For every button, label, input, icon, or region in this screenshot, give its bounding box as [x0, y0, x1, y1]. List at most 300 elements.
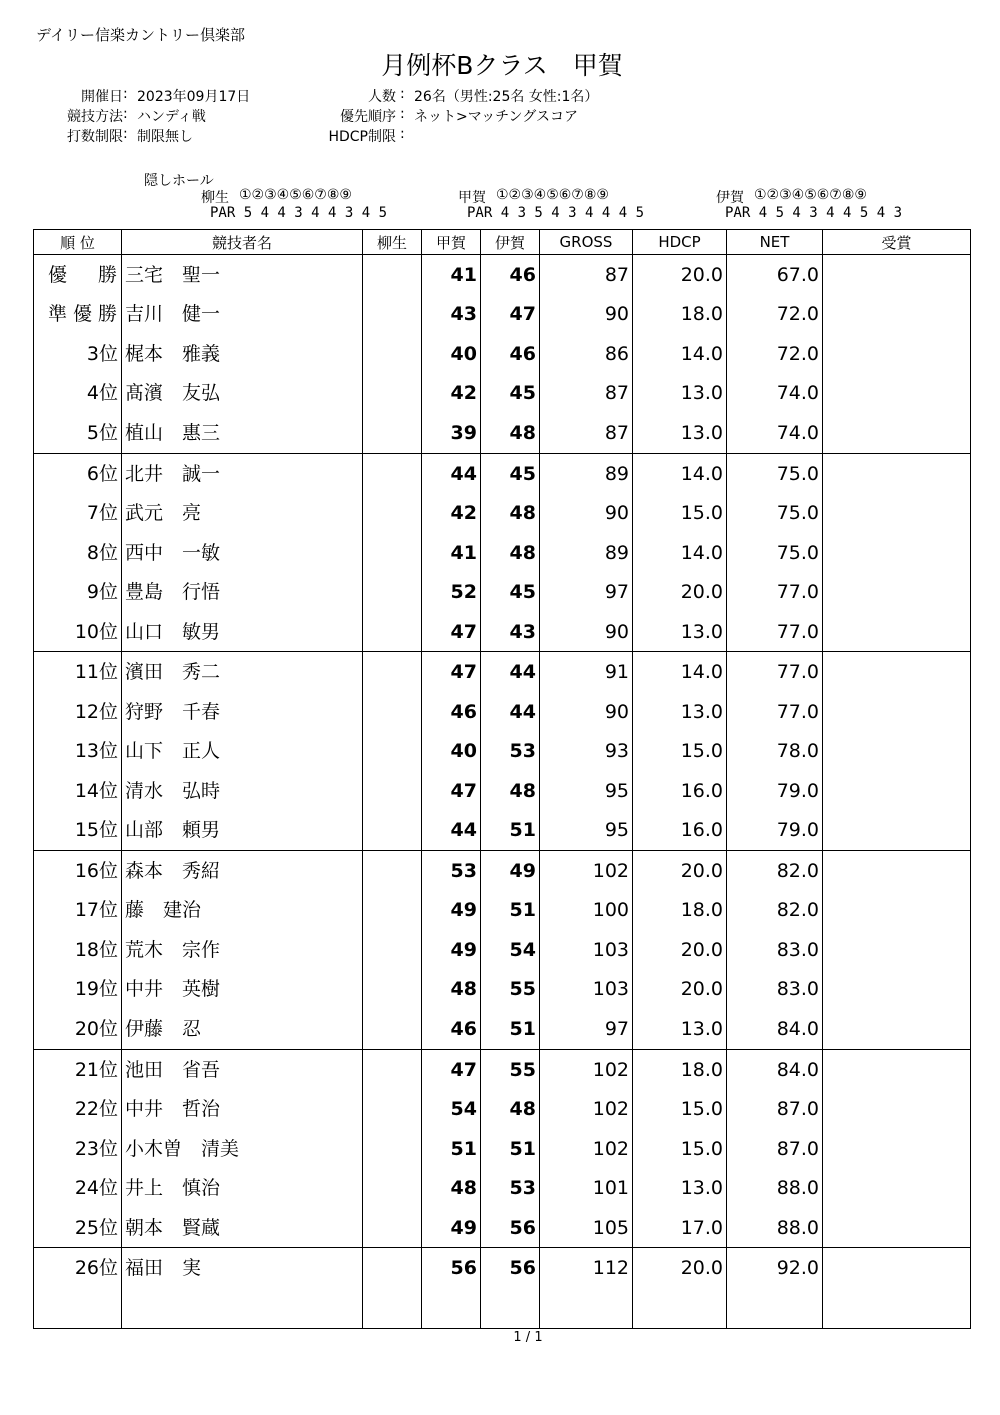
- cell-gross: 90: [540, 612, 633, 652]
- cell-iga: 48: [481, 493, 540, 532]
- cell-net: 72.0: [727, 295, 823, 334]
- cell-net: 77.0: [727, 572, 823, 611]
- cell-net: 75.0: [727, 453, 823, 493]
- cell-name: 伊藤 忍: [122, 1009, 363, 1049]
- cell-iga: 51: [481, 810, 540, 850]
- table-row: [34, 652, 971, 692]
- cell-gross: 93: [540, 732, 633, 771]
- cell-iga: 45: [481, 453, 540, 493]
- cell-koka: 48: [422, 1168, 481, 1207]
- table-row: [34, 374, 971, 413]
- cell-gross: 103: [540, 970, 633, 1009]
- cell-hdcp: 20.0: [633, 851, 727, 891]
- cell-award: [823, 891, 971, 930]
- table-row: [34, 334, 971, 373]
- table-row: [34, 453, 971, 493]
- table-row: [34, 930, 971, 969]
- course-koka-name: 甲賀: [458, 190, 486, 206]
- date-value: 2023年09月17日: [137, 89, 251, 105]
- cell-iga: 51: [481, 891, 540, 930]
- cell-hdcp: 20.0: [633, 970, 727, 1009]
- cell-award: [823, 612, 971, 652]
- cell-yagyu: [363, 1129, 422, 1168]
- colon: :: [400, 86, 405, 102]
- cell-hdcp: 18.0: [633, 295, 727, 334]
- cell-gross: 87: [540, 374, 633, 413]
- course-koka-par: PAR 4 3 5 4 3 4 4 4 5: [467, 205, 645, 221]
- cell-yagyu: [363, 1049, 422, 1089]
- header-koka: 甲賀: [422, 230, 481, 255]
- course-iga-holes: ①②③④⑤⑥⑦⑧⑨: [754, 187, 867, 203]
- cell-rank: 18位: [34, 930, 122, 969]
- cell-net: 79.0: [727, 771, 823, 810]
- cell-net: 88.0: [727, 1168, 823, 1207]
- priority-label: 優先順序: [340, 109, 396, 125]
- table-row: [34, 1129, 971, 1168]
- cell-iga: 44: [481, 692, 540, 731]
- cell-rank: 6位: [34, 453, 122, 493]
- cell-name: 清水 弘時: [122, 771, 363, 810]
- header-iga: 伊賀: [481, 230, 540, 255]
- cell-yagyu: [363, 493, 422, 532]
- cell-gross: 95: [540, 810, 633, 850]
- table-row: [34, 1168, 971, 1207]
- cell-hdcp: 20.0: [633, 930, 727, 969]
- colon: :: [400, 126, 405, 142]
- cell-rank: 15位: [34, 810, 122, 850]
- cell-yagyu: [363, 1168, 422, 1207]
- header-award: 受賞: [823, 230, 971, 255]
- empty-cell: [481, 1288, 540, 1328]
- cell-iga: 48: [481, 533, 540, 572]
- cell-award: [823, 1009, 971, 1049]
- cell-koka: 47: [422, 612, 481, 652]
- cell-gross: 102: [540, 851, 633, 891]
- table-row: [34, 533, 971, 572]
- table-row: [34, 732, 971, 771]
- cell-hdcp: 20.0: [633, 255, 727, 295]
- cell-gross: 101: [540, 1168, 633, 1207]
- cell-name: 山口 敏男: [122, 612, 363, 652]
- count-value: 26名（男性:25名 女性:1名）: [414, 89, 599, 105]
- cell-hdcp: 15.0: [633, 1089, 727, 1128]
- cell-name: 山下 正人: [122, 732, 363, 771]
- club-name: デイリー信楽カントリー倶楽部: [36, 26, 245, 44]
- cell-koka: 43: [422, 295, 481, 334]
- cell-net: 87.0: [727, 1129, 823, 1168]
- cell-award: [823, 851, 971, 891]
- cell-yagyu: [363, 533, 422, 572]
- cell-koka: 41: [422, 533, 481, 572]
- colon: :: [123, 106, 128, 122]
- cell-hdcp: 20.0: [633, 572, 727, 611]
- cell-rank: 20位: [34, 1009, 122, 1049]
- cell-iga: 53: [481, 1168, 540, 1207]
- method-value: ハンディ戦: [137, 109, 206, 125]
- cell-iga: 51: [481, 1009, 540, 1049]
- header-gross: GROSS: [540, 230, 633, 255]
- hidden-holes-title: 隠しホール: [144, 173, 214, 189]
- cell-yagyu: [363, 612, 422, 652]
- cell-award: [823, 374, 971, 413]
- cell-name: 武元 亮: [122, 493, 363, 532]
- cell-name: 福田 実: [122, 1248, 363, 1288]
- cell-hdcp: 15.0: [633, 1129, 727, 1168]
- cell-net: 87.0: [727, 1089, 823, 1128]
- cell-gross: 97: [540, 572, 633, 611]
- cell-net: 88.0: [727, 1208, 823, 1248]
- cell-koka: 41: [422, 255, 481, 295]
- cell-iga: 49: [481, 851, 540, 891]
- course-yagyu-holes: ①②③④⑤⑥⑦⑧⑨: [239, 187, 352, 203]
- cell-net: 84.0: [727, 1009, 823, 1049]
- cell-award: [823, 295, 971, 334]
- cell-iga: 48: [481, 771, 540, 810]
- cell-rank: 10位: [34, 612, 122, 652]
- cell-name: 濱田 秀二: [122, 652, 363, 692]
- table-row: [34, 1208, 971, 1248]
- page-number: 1 / 1: [513, 1330, 543, 1345]
- cell-yagyu: [363, 572, 422, 611]
- cell-yagyu: [363, 413, 422, 453]
- cell-koka: 44: [422, 453, 481, 493]
- cell-name: 豊島 行悟: [122, 572, 363, 611]
- cell-gross: 90: [540, 493, 633, 532]
- cell-award: [823, 533, 971, 572]
- cell-gross: 86: [540, 334, 633, 373]
- cell-award: [823, 572, 971, 611]
- cell-iga: 55: [481, 1049, 540, 1089]
- cell-rank: 11位: [34, 652, 122, 692]
- cell-yagyu: [363, 255, 422, 295]
- cell-iga: 56: [481, 1208, 540, 1248]
- course-yagyu-name: 柳生: [201, 190, 229, 206]
- cell-koka: 40: [422, 732, 481, 771]
- course-yagyu-par: PAR 5 4 4 3 4 4 3 4 5: [210, 205, 388, 221]
- table-row: [34, 1248, 971, 1288]
- cell-iga: 47: [481, 295, 540, 334]
- cell-yagyu: [363, 732, 422, 771]
- cell-award: [823, 1089, 971, 1128]
- cell-rank: 13位: [34, 732, 122, 771]
- cell-rank: 7位: [34, 493, 122, 532]
- cell-rank: 25位: [34, 1208, 122, 1248]
- cell-net: 74.0: [727, 413, 823, 453]
- empty-cell: [34, 1288, 122, 1328]
- cell-yagyu: [363, 295, 422, 334]
- cell-iga: 48: [481, 1089, 540, 1128]
- cell-gross: 89: [540, 533, 633, 572]
- cell-iga: 44: [481, 652, 540, 692]
- cell-koka: 52: [422, 572, 481, 611]
- cell-gross: 102: [540, 1089, 633, 1128]
- cell-iga: 46: [481, 334, 540, 373]
- cell-hdcp: 18.0: [633, 891, 727, 930]
- cell-net: 78.0: [727, 732, 823, 771]
- cell-gross: 105: [540, 1208, 633, 1248]
- cell-name: 髙濱 友弘: [122, 374, 363, 413]
- table-row: [34, 851, 971, 891]
- cell-koka: 47: [422, 771, 481, 810]
- cell-iga: 45: [481, 374, 540, 413]
- cell-iga: 51: [481, 1129, 540, 1168]
- cell-award: [823, 692, 971, 731]
- table-row: [34, 771, 971, 810]
- cell-yagyu: [363, 1248, 422, 1288]
- cell-rank: 4位: [34, 374, 122, 413]
- hdcp-limit-label: HDCP制限: [328, 129, 396, 145]
- cell-name: 井上 慎治: [122, 1168, 363, 1207]
- empty-cell: [823, 1288, 971, 1328]
- cell-rank: 17位: [34, 891, 122, 930]
- cell-yagyu: [363, 692, 422, 731]
- cell-yagyu: [363, 652, 422, 692]
- cell-award: [823, 970, 971, 1009]
- cell-yagyu: [363, 453, 422, 493]
- cell-net: 92.0: [727, 1248, 823, 1288]
- cell-gross: 90: [540, 692, 633, 731]
- priority-value: ネット>マッチングスコア: [414, 109, 579, 125]
- table-row: [34, 970, 971, 1009]
- cell-name: 藤 建治: [122, 891, 363, 930]
- cell-net: 75.0: [727, 533, 823, 572]
- cell-koka: 42: [422, 493, 481, 532]
- cell-gross: 90: [540, 295, 633, 334]
- cell-rank: 23位: [34, 1129, 122, 1168]
- table-row: [34, 891, 971, 930]
- cell-gross: 95: [540, 771, 633, 810]
- cell-rank: 優 勝: [34, 255, 122, 295]
- cell-hdcp: 13.0: [633, 1009, 727, 1049]
- cell-iga: 46: [481, 255, 540, 295]
- cell-name: 池田 省吾: [122, 1049, 363, 1089]
- cell-rank: 21位: [34, 1049, 122, 1089]
- empty-cell: [540, 1288, 633, 1328]
- cell-koka: 47: [422, 652, 481, 692]
- cell-net: 82.0: [727, 851, 823, 891]
- cell-yagyu: [363, 930, 422, 969]
- cell-gross: 112: [540, 1248, 633, 1288]
- cell-net: 67.0: [727, 255, 823, 295]
- cell-name: 小木曽 清美: [122, 1129, 363, 1168]
- colon: :: [123, 86, 128, 102]
- table-row: [34, 493, 971, 532]
- cell-hdcp: 16.0: [633, 810, 727, 850]
- cell-hdcp: 14.0: [633, 334, 727, 373]
- cell-koka: 39: [422, 413, 481, 453]
- limit-label: 打数制限: [67, 129, 123, 145]
- cell-award: [823, 1248, 971, 1288]
- date-label: 開催日: [81, 89, 123, 105]
- cell-name: 植山 惠三: [122, 413, 363, 453]
- cell-hdcp: 17.0: [633, 1208, 727, 1248]
- cell-hdcp: 13.0: [633, 1168, 727, 1207]
- cell-name: 梶本 雅義: [122, 334, 363, 373]
- cell-name: 朝本 賢蔵: [122, 1208, 363, 1248]
- cell-net: 83.0: [727, 930, 823, 969]
- cell-rank: 12位: [34, 692, 122, 731]
- empty-cell: [122, 1288, 363, 1328]
- cell-rank: 14位: [34, 771, 122, 810]
- method-label: 競技方法: [67, 109, 123, 125]
- cell-hdcp: 15.0: [633, 732, 727, 771]
- course-koka-holes: ①②③④⑤⑥⑦⑧⑨: [496, 187, 609, 203]
- table-row: [34, 413, 971, 453]
- table-row: [34, 810, 971, 850]
- course-iga-par: PAR 4 5 4 3 4 4 5 4 3: [725, 205, 903, 221]
- cell-award: [823, 255, 971, 295]
- cell-gross: 91: [540, 652, 633, 692]
- cell-iga: 56: [481, 1248, 540, 1288]
- page-title: 月例杯Bクラス 甲賀: [381, 51, 623, 80]
- cell-net: 75.0: [727, 493, 823, 532]
- cell-gross: 89: [540, 453, 633, 493]
- table-row: [34, 612, 971, 652]
- cell-gross: 103: [540, 930, 633, 969]
- cell-net: 84.0: [727, 1049, 823, 1089]
- cell-rank: 24位: [34, 1168, 122, 1207]
- cell-yagyu: [363, 1089, 422, 1128]
- colon: :: [400, 106, 405, 122]
- cell-iga: 43: [481, 612, 540, 652]
- cell-yagyu: [363, 851, 422, 891]
- cell-gross: 87: [540, 413, 633, 453]
- cell-name: 中井 英樹: [122, 970, 363, 1009]
- cell-name: 吉川 健一: [122, 295, 363, 334]
- cell-koka: 48: [422, 970, 481, 1009]
- header-player-name: 競技者名: [122, 230, 363, 255]
- table-row: [34, 255, 971, 295]
- cell-koka: 47: [422, 1049, 481, 1089]
- header-net: NET: [727, 230, 823, 255]
- cell-hdcp: 16.0: [633, 771, 727, 810]
- cell-name: 森本 秀紹: [122, 851, 363, 891]
- cell-net: 77.0: [727, 612, 823, 652]
- cell-net: 72.0: [727, 334, 823, 373]
- cell-net: 82.0: [727, 891, 823, 930]
- header-hdcp: HDCP: [633, 230, 727, 255]
- cell-award: [823, 493, 971, 532]
- cell-yagyu: [363, 1208, 422, 1248]
- empty-cell: [422, 1288, 481, 1328]
- cell-name: 山部 頼男: [122, 810, 363, 850]
- cell-gross: 97: [540, 1009, 633, 1049]
- course-iga-name: 伊賀: [716, 190, 744, 206]
- cell-koka: 46: [422, 1009, 481, 1049]
- cell-gross: 87: [540, 255, 633, 295]
- cell-award: [823, 930, 971, 969]
- cell-net: 77.0: [727, 692, 823, 731]
- cell-rank: 9位: [34, 572, 122, 611]
- cell-rank: 5位: [34, 413, 122, 453]
- cell-net: 79.0: [727, 810, 823, 850]
- cell-hdcp: 20.0: [633, 1248, 727, 1288]
- cell-yagyu: [363, 810, 422, 850]
- cell-iga: 53: [481, 732, 540, 771]
- cell-koka: 54: [422, 1089, 481, 1128]
- header-yagyu: 柳生: [363, 230, 422, 255]
- cell-rank: 8位: [34, 533, 122, 572]
- cell-award: [823, 453, 971, 493]
- cell-award: [823, 652, 971, 692]
- cell-award: [823, 413, 971, 453]
- cell-yagyu: [363, 1009, 422, 1049]
- cell-award: [823, 334, 971, 373]
- header-rank: 順 位: [34, 230, 122, 255]
- cell-hdcp: 14.0: [633, 652, 727, 692]
- cell-koka: 56: [422, 1248, 481, 1288]
- cell-name: 三宅 聖一: [122, 255, 363, 295]
- cell-name: 荒木 宗作: [122, 930, 363, 969]
- cell-award: [823, 1129, 971, 1168]
- cell-hdcp: 13.0: [633, 413, 727, 453]
- cell-hdcp: 13.0: [633, 374, 727, 413]
- cell-hdcp: 13.0: [633, 612, 727, 652]
- cell-yagyu: [363, 771, 422, 810]
- cell-hdcp: 15.0: [633, 493, 727, 532]
- cell-rank: 19位: [34, 970, 122, 1009]
- empty-cell: [633, 1288, 727, 1328]
- cell-net: 77.0: [727, 652, 823, 692]
- cell-iga: 54: [481, 930, 540, 969]
- empty-cell: [727, 1288, 823, 1328]
- table-filler-row: [34, 1288, 971, 1328]
- limit-value: 制限無し: [137, 129, 193, 145]
- cell-net: 83.0: [727, 970, 823, 1009]
- cell-iga: 45: [481, 572, 540, 611]
- cell-koka: 40: [422, 334, 481, 373]
- cell-award: [823, 1049, 971, 1089]
- cell-koka: 53: [422, 851, 481, 891]
- cell-award: [823, 1208, 971, 1248]
- cell-koka: 49: [422, 930, 481, 969]
- cell-award: [823, 810, 971, 850]
- cell-gross: 102: [540, 1049, 633, 1089]
- colon: :: [123, 126, 128, 142]
- cell-rank: 22位: [34, 1089, 122, 1128]
- cell-award: [823, 1168, 971, 1207]
- cell-yagyu: [363, 334, 422, 373]
- cell-hdcp: 14.0: [633, 533, 727, 572]
- cell-rank: 26位: [34, 1248, 122, 1288]
- cell-iga: 55: [481, 970, 540, 1009]
- cell-gross: 100: [540, 891, 633, 930]
- cell-rank: 3位: [34, 334, 122, 373]
- cell-koka: 51: [422, 1129, 481, 1168]
- table-row: [34, 572, 971, 611]
- cell-iga: 48: [481, 413, 540, 453]
- cell-award: [823, 732, 971, 771]
- cell-net: 74.0: [727, 374, 823, 413]
- cell-yagyu: [363, 374, 422, 413]
- cell-gross: 102: [540, 1129, 633, 1168]
- count-label: 人数: [368, 89, 396, 105]
- cell-koka: 42: [422, 374, 481, 413]
- table-row: [34, 692, 971, 731]
- cell-hdcp: 14.0: [633, 453, 727, 493]
- results-table: [33, 229, 971, 1329]
- cell-koka: 49: [422, 1208, 481, 1248]
- cell-name: 狩野 千春: [122, 692, 363, 731]
- table-header-row: [34, 230, 971, 255]
- cell-yagyu: [363, 891, 422, 930]
- table-row: [34, 1049, 971, 1089]
- empty-cell: [363, 1288, 422, 1328]
- cell-hdcp: 18.0: [633, 1049, 727, 1089]
- cell-koka: 46: [422, 692, 481, 731]
- cell-name: 西中 一敏: [122, 533, 363, 572]
- cell-rank: 16位: [34, 851, 122, 891]
